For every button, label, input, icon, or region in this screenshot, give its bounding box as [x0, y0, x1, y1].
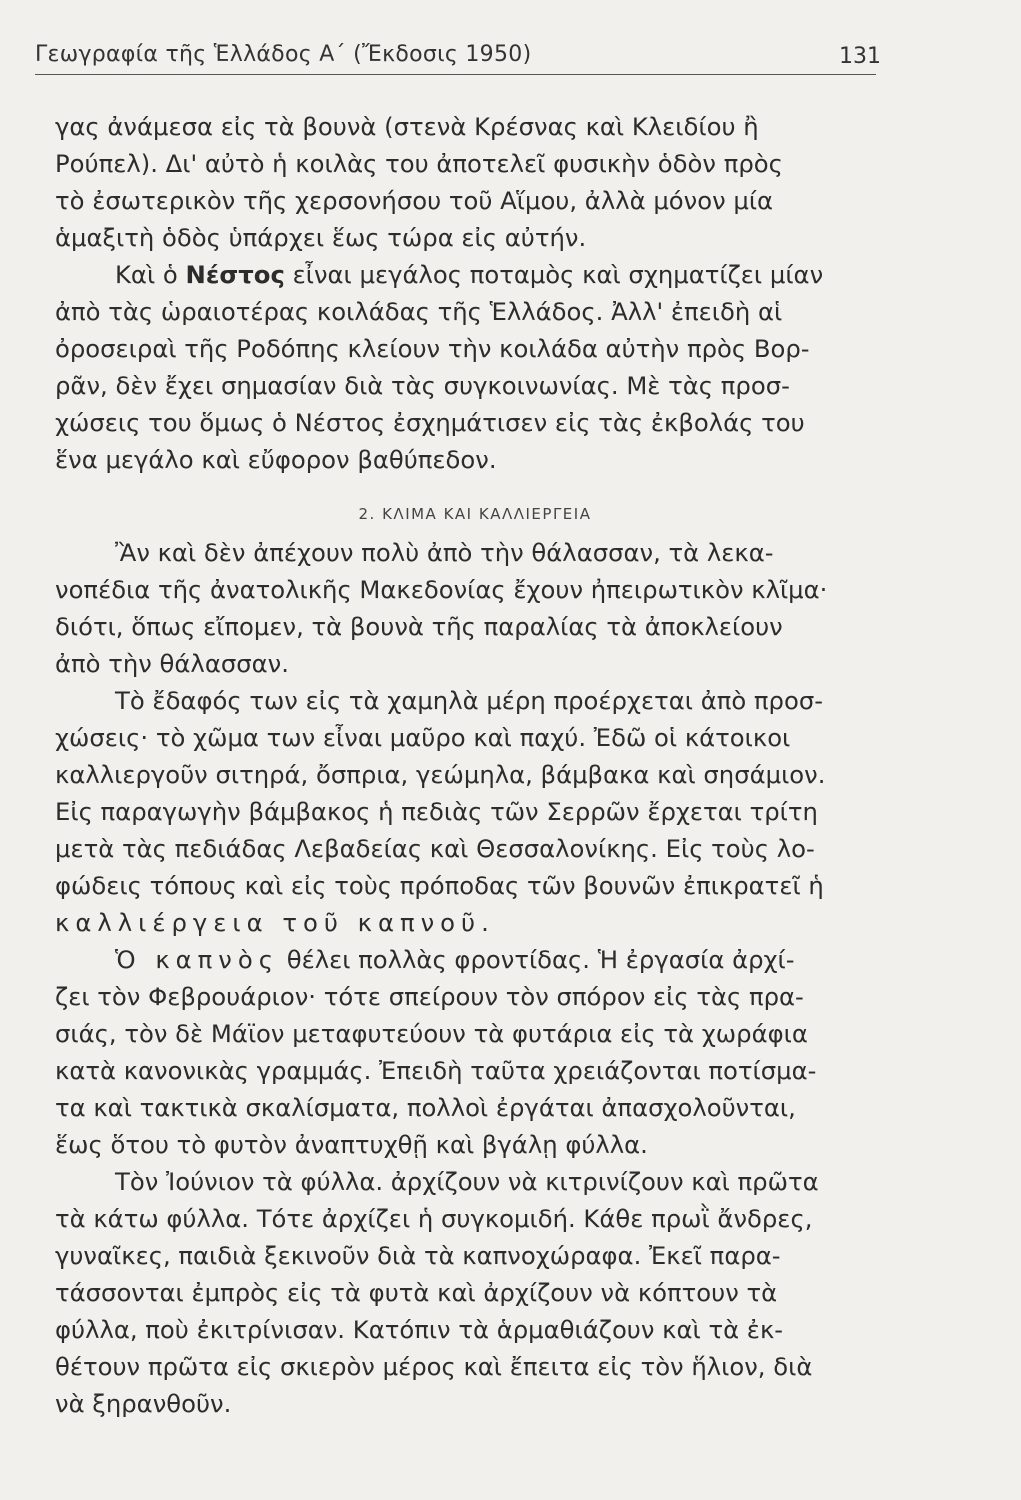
page-number: 131 — [839, 44, 881, 69]
paragraph — [55, 256, 875, 478]
text-line: Εἰς παραγωγὴν βάμβακος ἡ πεδιὰς τῶν Σερρῶν ἔρχεται τρίτη — [55, 797, 818, 826]
spaced-emphasis-term: Ὁ καπνὸς — [115, 945, 279, 974]
paragraph — [55, 534, 875, 682]
text-line: καλλιεργοῦν σιτηρά, ὄσπρια, γεώμηλα, βάμβακα καὶ σησάμιον. — [55, 760, 826, 789]
running-title: Γεωγραφία τῆς Ἑλλάδος Α΄ (Ἔκδοσις 1950) — [35, 42, 532, 67]
text-line: γας ἀνάμεσα εἰς τὰ βουνὰ (στενὰ Κρέσνας καὶ Κλειδίου ἢ — [55, 112, 759, 141]
text-line: ὀροσειραὶ τῆς Ροδόπης κλείουν τὴν κοιλάδα αὐτὴν πρὸς Βορ- — [55, 334, 810, 363]
text-line: σιάς, τὸν δὲ Μάϊον μεταφυτεύουν τὰ φυτάρια εἰς τὰ χωράφια — [55, 1019, 808, 1048]
text-line: νὰ ξηρανθοῦν. — [55, 1389, 232, 1418]
text-line: ἀπὸ τὴν θάλασσαν. — [55, 649, 289, 678]
text-line: νοπέδια τῆς ἀνατολικῆς Μακεδονίας ἔχουν ἠπειρωτικὸν κλῖμα· — [55, 575, 828, 604]
text-line: χώσεις· τὸ χῶμα των εἶναι μαῦρο καὶ παχύ. Ἐδῶ οἱ κάτοικοι — [55, 723, 791, 752]
paragraph — [55, 941, 875, 1163]
text-line: ἕως ὅτου τὸ φυτὸν ἀναπτυχθῇ καὶ βγάλῃ φύλλα. — [55, 1130, 648, 1159]
text-run: εἶναι μεγάλος ποταμὸς καὶ σχηματίζει μίαν — [284, 260, 824, 289]
text-line: Ρούπελ). Δι' αὐτὸ ἡ κοιλὰς του ἀποτελεῖ φυσικὴν ὁδὸν πρὸς — [55, 149, 783, 178]
paragraph — [55, 682, 875, 941]
text-line: θέτουν πρῶτα εἰς σκιερὸν μέρος καὶ ἔπειτα εἰς τὸν ἥλιον, διὰ — [55, 1352, 813, 1381]
text-line: μετὰ τὰς πεδιάδας Λεβαδείας καὶ Θεσσαλονίκης. Εἰς τοὺς λο- — [55, 834, 815, 863]
text-line: ἀπὸ τὰς ὡραιοτέρας κοιλάδας τῆς Ἑλλάδος. Ἀλλ' ἐπειδὴ αἱ — [55, 297, 783, 326]
paragraph — [55, 1163, 875, 1422]
text-line: ρᾶν, δὲν ἔχει σημασίαν διὰ τὰς συγκοινωνίας. Μὲ τὰς προσ- — [55, 371, 790, 400]
text-line — [55, 256, 875, 293]
text-line: διότι, ὅπως εἴπομεν, τὰ βουνὰ τῆς παραλίας τὰ ἀποκλείουν — [55, 612, 783, 641]
text-line: Τὸν Ἰούνιον τὰ φύλλα. ἀρχίζουν νὰ κιτρινίζουν καὶ πρῶτα — [115, 1167, 819, 1196]
text-line: ζει τὸν Φεβρουάριον· τότε σπείρουν τὸν σπόρον εἰς τὰς πρα- — [55, 982, 804, 1011]
running-header — [35, 40, 876, 75]
text-line: γυναῖκες, παιδιὰ ξεκινοῦν διὰ τὰ καπνοχώραφα. Ἐκεῖ παρα- — [55, 1241, 781, 1270]
text-line: κατὰ κανονικὰς γραμμάς. Ἐπειδὴ ταῦτα χρειάζονται ποτίσμα- — [55, 1056, 817, 1085]
text-line: τα καὶ τακτικὰ σκαλίσματα, πολλοὶ ἐργάται ἀπασχολοῦνται, — [55, 1093, 796, 1122]
spaced-emphasis-line: καλλιέργεια τοῦ καπνοῦ. — [55, 908, 495, 937]
text-run: Καὶ ὁ — [115, 260, 186, 289]
text-line: Ἂν καὶ δὲν ἀπέχουν πολὺ ἀπὸ τὴν θάλασσαν, τὰ λεκα- — [115, 538, 774, 567]
text-line: φύλλα, ποὺ ἐκιτρίνισαν. Κατόπιν τὰ ἁρμαθιάζουν καὶ τὰ ἐκ- — [55, 1315, 784, 1344]
text-line: ἕνα μεγάλο καὶ εὔφορον βαθύπεδον. — [55, 445, 497, 474]
section-heading: 2. ΚΛΙΜΑ ΚΑΙ ΚΑΛΛΙΕΡΓΕΙΑ — [358, 505, 592, 523]
paragraph — [55, 108, 875, 256]
text-line: φώδεις τόπους καὶ εἰς τοὺς πρόποδας τῶν βουνῶν ἐπικρατεῖ ἡ — [55, 871, 824, 900]
text-line: τὰ κάτω φύλλα. Τότε ἀρχίζει ἡ συγκομιδή. Κάθε πρωῒ ἄνδρες, — [55, 1204, 813, 1233]
text-line: τὸ ἐσωτερικὸν τῆς χερσονήσου τοῦ Αἵμου, ἀλλὰ μόνον μία — [55, 186, 774, 215]
text-line: ἁμαξιτὴ ὁδὸς ὑπάρχει ἕως τώρα εἰς αὐτήν. — [55, 223, 587, 252]
body-text — [55, 108, 875, 1422]
text-line: τάσσονται ἐμπρὸς εἰς τὰ φυτὰ καὶ ἀρχίζουν νὰ κόπτουν τὰ — [55, 1278, 778, 1307]
text-run: θέλει πολλὰς φροντίδας. Ἡ ἐργασία ἀρχί- — [279, 945, 795, 974]
text-line: Τὸ ἔδαφός των εἰς τὰ χαμηλὰ μέρη προέρχεται ἀπὸ προσ- — [115, 686, 824, 715]
text-line — [55, 941, 875, 978]
bold-term-nestos: Νέστος — [185, 260, 285, 289]
text-line: χώσεις του ὅμως ὁ Νέστος ἐσχημάτισεν εἰς τὰς ἐκβολάς του — [55, 408, 805, 437]
